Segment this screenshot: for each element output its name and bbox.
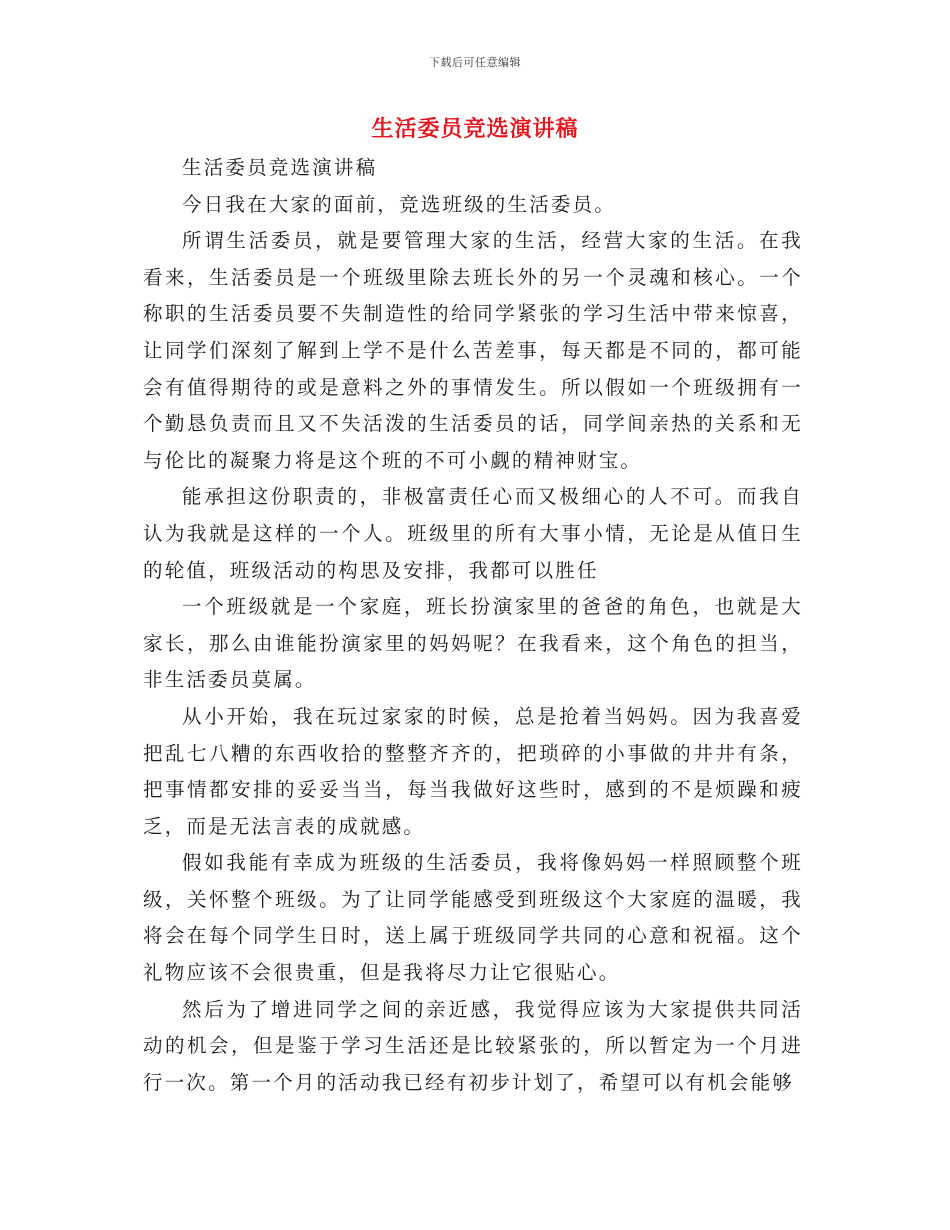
paragraph: 从小开始，我在玩过家家的时候，总是抢着当妈妈。因为我喜爱把乱七八糟的东西收拾的整整齐齐的，把琐碎的小事做的井井有条，把事情都安排的妥妥当当，每当我做好这些时，感到的不是烦躁和疲乏，而是无法言表的成就感。 [143, 704, 803, 838]
document-body [143, 150, 803, 1101]
paragraph: 一个班级就是一个家庭，班长扮演家里的爸爸的角色，也就是大家长，那么由谁能扮演家里的妈妈呢？在我看来，这个角色的担当，非生活委员莫属。 [143, 595, 803, 692]
paragraph: 然后为了增进同学之间的亲近感，我觉得应该为大家提供共同活动的机会，但是鉴于学习生活还是比较紧张的，所以暂定为一个月进行一次。第一个月的活动我已经有初步计划了，希望可以有机会能够 [143, 997, 803, 1094]
paragraph: 假如我能有幸成为班级的生活委员，我将像妈妈一样照顾整个班级，关怀整个班级。为了让同学能感受到班级这个大家庭的温暖，我将会在每个同学生日时，送上属于班级同学共同的心意和祝福。这个礼物应该不会很贵重，但是我将尽力让它很贴心。 [143, 851, 803, 985]
paragraph: 今日我在大家的面前，竞选班级的生活委员。 [182, 192, 617, 216]
page-title: 生活委员竞选演讲稿 [371, 117, 579, 142]
header-note: 下载后可任意编辑 [429, 56, 521, 69]
paragraph-subtitle: 生活委员竞选演讲稿 [182, 156, 378, 179]
paragraph: 能承担这份职责的，非极富责任心而又极细心的人不可。而我自认为我就是这样的一个人。班级里的所有大事小情，无论是从值日生的轮值，班级活动的构思及安排，我都可以胜任 [143, 485, 803, 582]
paragraph: 所谓生活委员，就是要管理大家的生活，经营大家的生活。在我看来，生活委员是一个班级里除去班长外的另一个灵魂和核心。一个称职的生活委员要不失制造性的给同学紧张的学习生活中带来惊喜，让同学们深刻了解到上学不是什么苦差事，每天都是不同的，都可能会有值得期待的或是意料之外的事情发生。所以假如一个班级拥有一个勤恳负责而且又不失活泼的生活委员的话，同学间亲热的关系和无与伦比的凝聚力将是这个班的不可小觑的精神财宝。 [143, 229, 803, 472]
